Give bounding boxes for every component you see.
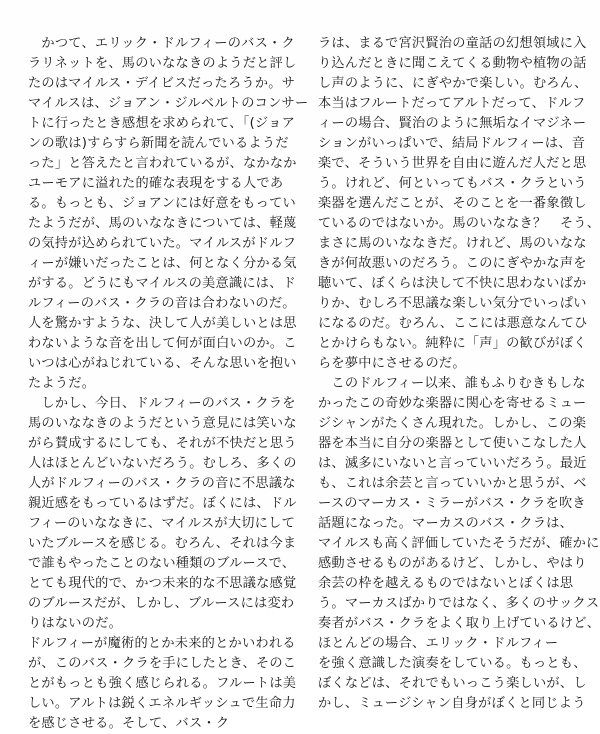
text-line: りはないのだ。 — [28, 616, 123, 631]
text-line: ラリネットを、馬のいななきのようだと評し — [28, 56, 297, 71]
text-line: う。マーカスばかりではなく、多くのサックス — [318, 596, 600, 611]
text-line: らを夢中にさせるのだ。 — [318, 356, 466, 371]
text-line: 楽で、そういう世界を自由に遊んだ人だと思 — [318, 156, 587, 171]
text-line: かったこの奇妙な楽器に関心を寄せるミュー — [318, 396, 587, 411]
text-line: 話題になった。マーカスのバス・クラは、 — [318, 516, 574, 531]
text-line: たのはマイルス・デイビスだったろうか。サ — [28, 76, 296, 91]
text-line: 人を驚かすような、決して人が美しいとは思 — [28, 316, 297, 331]
text-line: ィーの場合、賢治のように無垢なイマジネー — [318, 116, 587, 131]
text-line: し声のように、にぎやかで楽しい。むろん、 — [318, 76, 588, 91]
text-line: いつは心がねじれている、そんな思いを抱い — [28, 356, 297, 371]
text-line: ンの歌は)すらすら新聞を読んでいるようだ — [28, 136, 289, 151]
text-line: ラは、まるで宮沢賢治の童話の幻想領域に入 — [318, 36, 587, 51]
text-line: になるのだ。むろん、ここには悪意なんてひ — [318, 316, 588, 331]
text-line: しかし、今日、ドルフィーのバス・クラを — [28, 396, 296, 411]
text-line: 器を本当に自分の楽器として使いこなした人 — [318, 436, 587, 451]
text-line: がら賛成するにしても、それが不快だと思う — [28, 436, 297, 451]
text-line: かし、ミュージシャン自身がぼくと同じよう — [318, 696, 586, 711]
text-line: ているのではないか。馬のいななき？ そう、 — [318, 216, 600, 231]
text-line: ユーモアに溢れた的確な表現をする人であ — [28, 176, 284, 191]
text-line: 親近感をもっているはずだ。ぼくには、ドル — [28, 496, 297, 511]
text-line: トに行ったとき感想を求められて、「(ジョア — [28, 116, 296, 131]
text-line: ドルフィーが魔術的とか未来的とかいわれる — [28, 636, 296, 651]
text-line: 感動させるものがあるけど、しかし、やはり — [318, 556, 587, 571]
text-line: マイルスも高く評価していたそうだが、確かに — [318, 536, 600, 551]
text-line: のブルースだが、しかし、ブルースには変わ — [28, 596, 295, 611]
text-line: は、滅多にいないと言っていいだろう。最近 — [318, 456, 587, 471]
text-line: たようだが、馬のいななきについては、軽蔑 — [28, 216, 297, 231]
text-line: とがもっとも強く感じられる。フルートは美 — [28, 676, 297, 691]
text-line: が、このバス・クラを手にしたとき、そのこ — [28, 656, 297, 671]
text-line: きが何故悪いのだろう。このにぎやかな声を — [318, 256, 587, 271]
text-column-right — [318, 34, 600, 714]
text-line: ションがいっぱいで、結局ドルフィーは、音 — [318, 136, 586, 151]
text-line: フィーのいななきに、マイルスが大切にして — [28, 516, 296, 531]
text-line: り込んだときに聞こえてくる動物や植物の話 — [318, 56, 587, 71]
text-line: 馬のいななきのようだという意見には笑いな — [28, 416, 297, 431]
text-line: かつて、エリック・ドルフィーのバス・ク — [28, 36, 295, 51]
text-line: 人はほとんどいないだろう。むしろ、多くの — [28, 456, 297, 471]
text-line: がする。どうにもマイルスの美意識には、ド — [28, 276, 297, 291]
text-line: う。けれど、何といってもバス・クラという — [318, 176, 587, 191]
text-line: マイルスは、ジョアン・ジルベルトのコンサー — [28, 96, 309, 111]
text-line: の気持が込められていた。マイルスがドルフ — [28, 236, 297, 251]
text-line: 余芸の枠を越えるものではないとぼくは思 — [318, 576, 574, 591]
text-line: で誰もやったことのない種類のブルースで、 — [28, 556, 296, 571]
text-line: まさに馬のいななきだ。けれど、馬のいなな — [318, 236, 587, 251]
text-line: ぼくなどは、それでもいっこう楽しいが、し — [318, 676, 587, 691]
text-line: とても現代的で、かつ未来的な不思議な感覚 — [28, 576, 297, 591]
text-line: りか、むしろ不思議な楽しい気分でいっぱい — [318, 296, 587, 311]
text-line: 楽器を選んだことが、そのことを一番象徴し — [318, 196, 587, 211]
text-line: 奏者がバス・クラをよく取り上げているけど、 — [318, 616, 600, 631]
text-line: ジシャンがたくさん現れた。しかし、この楽 — [318, 416, 587, 431]
text-line: たようだ。 — [28, 376, 96, 391]
text-line: った」と答えたと言われているが、なかなか — [28, 156, 297, 171]
text-line: ースのマーカス・ミラーがバス・クラを吹き — [318, 496, 586, 511]
text-line: いたブルースを感じる。むろん、それは今ま — [28, 536, 297, 551]
text-line: ほとんどの場合、エリック・ドルフィー — [318, 636, 559, 651]
text-line: も、これは余芸と言っていいかと思うが、ベ — [318, 476, 587, 491]
text-column-left — [28, 34, 309, 734]
text-line: しい。アルトは鋭くエネルギッシュで生命力 — [28, 696, 296, 711]
text-line: を強く意識した演奏をしている。もっとも、 — [318, 656, 587, 671]
text-line: 聴いて、ぼくらは決して不快に思わないばか — [318, 276, 587, 291]
text-line: とかけらもない。純粋に「声」の歓びがぼく — [318, 336, 587, 351]
text-line: このドルフィー以来、誰もふりむきもしな — [318, 376, 586, 391]
text-line: わないような音を出して何が面白いのか。こ — [28, 336, 297, 351]
text-line: ルフィーのバス・クラの音は合わないのだ。 — [28, 296, 296, 311]
text-line: を感じさせる。そして、バス・ク — [28, 716, 230, 731]
text-line: 本当はフルートだってアルトだって、ドルフ — [318, 96, 586, 111]
text-line: 人がドルフィーのバス・クラの音に不思議な — [28, 476, 296, 491]
text-line: ィーが嫌いだったことは、何となく分かる気 — [28, 256, 297, 271]
text-line: る。もっとも、ジョアンには好意をもってい — [28, 196, 296, 211]
